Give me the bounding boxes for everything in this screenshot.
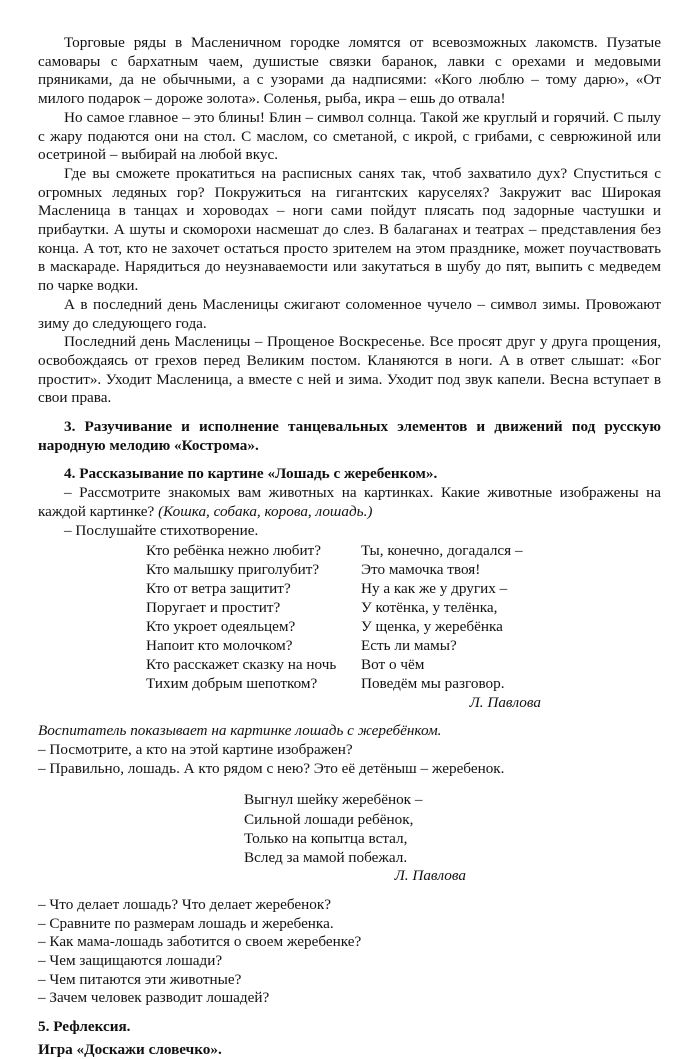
question-list [38,896,661,1008]
poem-1-author: Л. Павлова [469,693,541,711]
poem-1-line: Ты, конечно, догадался – [361,542,523,560]
question-item: – Чем защищаются лошади? [38,951,223,969]
poem-1-line: У котёнка, у телёнка, [361,599,498,616]
paragraph-pancakes: Но самое главное – это блины! Блин – символ солнца. Такой же круглый и горячий. С пылу с жару подаются они на стол. С маслом, со сметаной, с икрой, с грибами, с севрюжиной или осетриной – выбирай на любой вкус. [38,108,661,164]
paragraph-forgiveness-sunday: Последний день Масленицы – Прощеное Воскресенье. Все просят друг у друга прощения, освобождаясь от грехов перед Великим постом. Кланяются в ноги. А в ответ слышат: «Бог простит». Уходит Масленица, а вместе с ней и зима. Уходит под звук капели. Весна вступает в свои права. [38,333,661,407]
paragraph-market: Торговые ряды в Масленичном городке ломятся от всевозможных лакомств. Пузатые самовары с бархатным чаем, душистые связки баранок, лавки с орехами и медовыми пряниками, да не обычными, а с узорами да надписями: «Кого люблю – тому дарю», «От милого подарок – дороже золота». Соленья, рыба, икра – ешь до отвала! [38,34,661,108]
question-look: – Посмотрите, а кто на этой картине изображен? [38,740,353,758]
section-5-heading: 5. Рефлексия. [38,1018,131,1036]
question-item: – Что делает лошадь? Что делает жеребенок? [38,895,331,913]
question-animals [38,484,661,521]
poem-1-line: Кто расскажет сказку на ночь [146,655,337,673]
poem-1-line: Кто ребёнка нежно любит? [146,542,322,560]
question-item: – Как мама-лошадь заботится о своем жеребенке? [38,933,362,951]
poem-2-line: Сильной лошади ребёнок, [244,810,414,828]
question-item: – Зачем человек разводит лошадей? [38,989,270,1007]
instruction-listen: – Послушайте стихотворение. [64,521,259,539]
section-4-heading: 4. Рассказывание по картине «Лошадь с жеребенком». [64,465,438,483]
poem-2-line: Только на копытца встал, [244,829,408,847]
teacher-note: Воспитатель показывает на картинке лошадь с жеребёнком. [38,722,442,740]
poem-1-line: Поведём мы разговор. [361,674,505,692]
paragraph-sledding: Где вы сможете прокатиться на расписных санях так, чтоб захватило дух? Спуститься с огромных ледяных гор? Покружиться на гигантских каруселях? Закружит вас Широкая Масленица в танцах и хороводах – ноги сами пойдут плясать под задорные частушки и прибаутки. А шуты и скоморохи насмешат до слез. В балаганах и театрах – представления без конца. А тот, кто не захочет остаться просто зрителем на этом празднике, может поучаствовать в маскараде. Нарядиться до неузнаваемости или закутаться в шубу до пят, выпить с медведем по чарке водки. [38,164,661,295]
poem-1-line: Вот о чём [361,655,425,673]
question-item: – Сравните по размерам лошадь и жеребенка. [38,914,334,932]
poem-1-line: Кто от ветра защитит? [146,580,291,598]
poem-1-line: У щенка, у жеребёнка [361,617,503,635]
paragraph-effigy: А в последний день Масленицы сжигают соломенное чучело – символ зимы. Провожают зиму до следующего года. [38,295,661,332]
poem-1-line: Поругает и простит? [146,599,281,616]
poem-2-author: Л. Павлова [394,867,466,885]
question-item: – Чем питаются эти животные? [38,970,242,988]
poem-2 [244,790,661,867]
poem-2-line: Вслед за мамой побежал. [244,848,408,866]
poem-1-line: Напоит кто молочком? [146,636,293,654]
poem-1-line: Это мамочка твоя! [361,561,481,579]
poem-1-line: Есть ли мамы? [361,636,457,654]
game-title: Игра «Доскажи словечко». [38,1040,222,1058]
poem-1-line: Ну а как же у других – [361,580,508,598]
question-animals-answer: (Кошка, собака, корова, лошадь.) [158,502,373,520]
question-animals-text: – Рассмотрите знакомых вам животных на картинках. Какие животные изображены на каждой картинке? [38,484,661,520]
poem-1-line: Тихим добрым шепотком? [146,674,318,692]
poem-1-line: Кто укроет одеяльцем? [146,617,296,635]
poem-2-line: Выгнул шейку жеребёнок – [244,791,423,809]
answer-horse: – Правильно, лошадь. А кто рядом с нею? Это её детёныш – жеребенок. [38,759,505,777]
poem-1 [146,542,661,693]
section-3-heading: 3. Разучивание и исполнение танцевальных элементов и движений под русскую народную мелодию «Кострома». [38,418,661,454]
poem-1-line: Кто малышку приголубит? [146,561,320,579]
